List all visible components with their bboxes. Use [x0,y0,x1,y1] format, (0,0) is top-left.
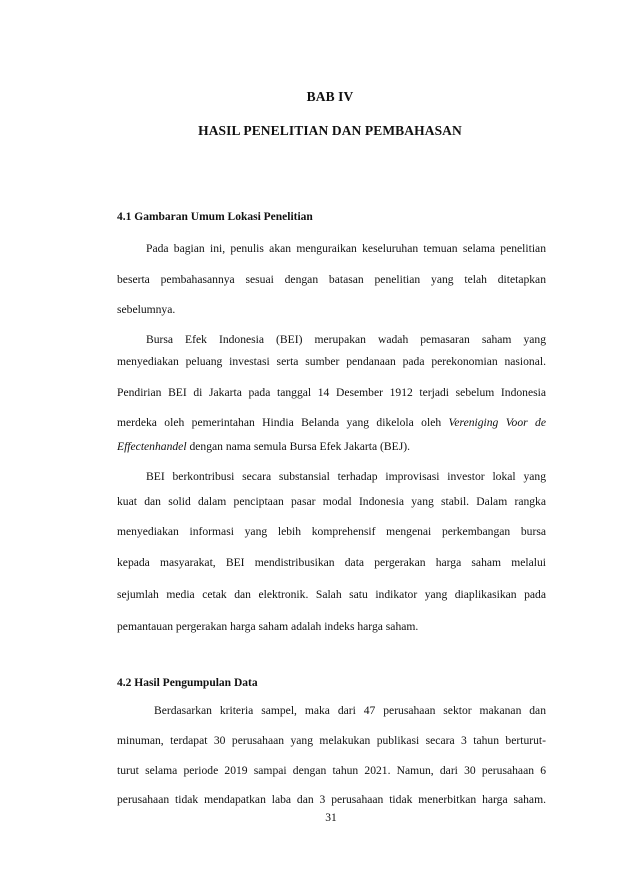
section-heading-4-2: 4.2 Hasil Pengumpulan Data [117,677,258,689]
paragraph-line: beserta pembahasannya sesuai dengan batasan penelitian yang telah ditetapkan [117,273,546,286]
paragraph-line: menyediakan peluang investasi serta sumber pendanaan pada perekonomian nasional. [117,355,546,368]
paragraph-line: Berdasarkan kriteria sampel, maka dari 47 perusahaan sektor makanan dan [154,704,546,717]
italic-term: Vereniging Voor de [448,416,546,429]
chapter-number: BAB IV [306,89,354,104]
paragraph-line: pemantauan pergerakan harga saham adalah indeks harga saham. [117,620,419,633]
paragraph-line-mixed [117,439,546,455]
paragraph-line: turut selama periode 2019 sampai dengan tahun 2021. Namun, dari 30 perusahaan 6 [117,764,546,777]
paragraph-line: kuat dan solid dalam penciptaan pasar modal Indonesia yang stabil. Dalam rangka [117,495,546,508]
paragraph-line: perusahaan tidak mendapatkan laba dan 3 perusahaan tidak menerbitkan harga saham. [117,793,546,806]
paragraph-line: kepada masyarakat, BEI mendistribusikan data pergerakan harga saham melalui [117,556,546,569]
paragraph-line: sejumlah media cetak dan elektronik. Salah satu indikator yang diaplikasikan pada [117,588,546,601]
paragraph-line: minuman, terdapat 30 perusahaan yang melakukan publikasi secara 3 tahun berturut- [117,734,546,747]
paragraph-line-mixed [117,415,546,431]
italic-term: Effectenhandel [117,440,187,453]
paragraph-line: sebelumnya. [117,303,176,316]
section-heading-4-1: 4.1 Gambaran Umum Lokasi Penelitian [117,211,313,223]
paragraph-line: Pendirian BEI di Jakarta pada tanggal 14 Desember 1912 terjadi sebelum Indonesia [117,386,546,399]
text-segment: dengan nama semula Bursa Efek Jakarta (BEJ). [189,440,410,453]
paragraph-line: Pada bagian ini, penulis akan menguraikan keseluruhan temuan selama penelitian [146,242,546,255]
paragraph-line: BEI berkontribusi secara substansial terhadap improvisasi investor lokal yang [146,470,546,483]
text-segment: merdeka oleh pemerintahan Hindia Belanda yang dikelola oleh [117,416,442,429]
paragraph-line: menyediakan informasi yang lebih komprehensif mengenai perkembangan bursa [117,525,546,538]
chapter-title: HASIL PENELITIAN DAN PEMBAHASAN [198,123,462,138]
paragraph-line: Bursa Efek Indonesia (BEI) merupakan wadah pemasaran saham yang [146,333,546,346]
page-number: 31 [325,812,337,824]
